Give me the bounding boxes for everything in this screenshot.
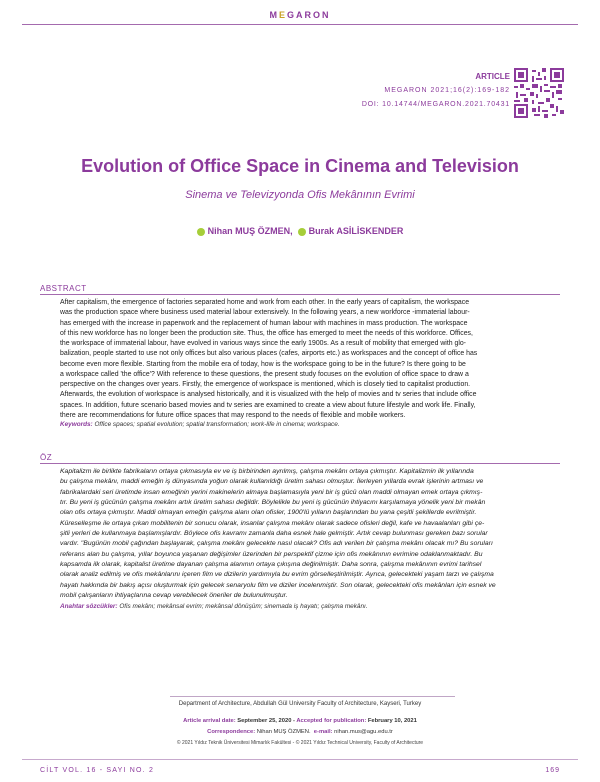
abstract-line: of this new workforce has no longer been the production site. Thus, the office has emerged to meet the needs of this workforce. Offices, — [60, 329, 473, 337]
abstract-line: was the production space where business used material labour extensively. In the following years, a new workforce -immaterial labour- — [60, 309, 470, 317]
affiliation: Department of Architecture, Abdullah Gül University Faculty of Architecture, Kayseri, Turkey — [178, 701, 422, 707]
oz-line: kapsamda ilk olarak, kapitalist üretime dayanan çalışma alanının ortaya çıkışına değinilmiştir. Daha sonra, çalışma mekânının evrimi tarihsel — [60, 561, 482, 569]
oz-body — [60, 467, 560, 601]
abstract-body — [60, 298, 560, 421]
abstract-line: the workspace of immaterial labour, have evolved in various ways since the early 1900s. As a result of mobility that emerged with glo- — [60, 340, 466, 347]
citation: MEGARON 2021;16(2):169-182 — [384, 87, 510, 94]
copyright: © 2021 Yıldız Teknik Üniversitesi Mimarlık Fakültesi - © 2021 Yıldız Technical University, Faculty of Architecture — [176, 740, 424, 746]
abstract-line: After capitalism, the emergence of factories separated home and work from each other. In the early years of capitalism, the workspace — [60, 299, 470, 306]
keywords: Keywords: Office spaces; spatial evolution; spatial transformation; work-life in cinema; workspace. — [60, 421, 340, 428]
page-footer-rule — [22, 759, 578, 760]
oz-line: olan ofis ortaya çıkmıştır. Maddi olmayan emeğin çalışma alanı olan ofisler, 1900'lü yılların başlarından bu yana çeşitli şekillerde evrilmiştir. — [60, 509, 477, 517]
volume-info: CİLT VOL. 16 - SAYI NO. 2 — [40, 767, 155, 774]
oz-rule — [40, 463, 560, 464]
abstract-line: spaces. In addition, future scenario based movies and tv series are examined to create a view about future lifestyle and work life. Finally, — [60, 401, 476, 409]
oz-line: tır. Bu yeni iş gücünün çalışma mekânı artık üretim sahası değildir. Böylelikle bu yeni iş gücünün ihtiyacını karşılamaya yönelik yeni bir mekân — [60, 499, 486, 507]
oz-line: fabrikalardaki seri üretimde insan emeğinin yerini makinelerin almaya başlamasıyla yeni bir iş gücü olan maddi olmayan emek ortaya çıkmış- — [60, 488, 483, 496]
abstract-rule — [40, 294, 560, 295]
author-name: Burak ASİLİSKENDER — [308, 226, 404, 236]
oz-heading: ÖZ — [40, 453, 53, 462]
oz-line: şitli yerleri de kullanmaya başlamışlardır. Böylece ofis kavramı zamanla daha esnek hale gelmiştir. Artık cevap bulunması gereken bazı sorular — [60, 530, 488, 538]
article-title: Evolution of Office Space in Cinema and Television — [81, 156, 519, 176]
oz-line: bu çalışma mekânı, maddi emeğin iş dünyasında yoğun olarak kullanıldığı üretim sahası olmuştur. İlerleyen yıllarda evrak işlerinin artması ve — [60, 478, 484, 486]
oz-line: mobil çalışanların ihtiyaçlarına cevap verebilecek öneriler de bulunulmuştur. — [60, 592, 288, 600]
abstract-heading: ABSTRACT — [40, 284, 87, 293]
abstract-line: there are recommendations for future office spaces that may respond to the needs of flexible and mobile workers. — [60, 411, 406, 419]
journal-name: MEGARON — [269, 10, 331, 20]
email-link[interactable]: nihan.mus@agu.edu.tr — [332, 729, 393, 735]
orcid-icon[interactable] — [298, 228, 306, 236]
abstract-line: perspective on the changes over years. Firstly, the emergence of workspace is mentioned, which is closely tied to capitalist production. — [60, 381, 471, 388]
oz-line: Kapitalizm ile birlikte fabrikaların ortaya çıkmasıyla ev ve iş birbirinden ayrılmış, çalışma mekânı ortaya çıkmıştır. Kapitalizmin ilk yıllarında — [60, 468, 474, 475]
page-number: 169 — [545, 767, 560, 774]
oz-line: hayatı hakkında bir bakış açısı oluşturmak için gelecek senaryolu film ve diziler incelenmiştir. Son olarak, gelecekteki ofis mekânları için esnek ve — [60, 581, 496, 589]
abstract-line: has emerged with the increase in paperwork and the replacement of human labour with machines in mass production. The workspace — [60, 319, 468, 327]
article-subtitle: Sinema ve Televizyonda Ofis Mekânının Evrimi — [185, 189, 415, 201]
oz-line: Küreselleşme ile ortaya çıkan mobilitenin bir sonucu olarak, insanlar çalışma mekânı olarak sadece ofisleri değil, kafe ve havaalanları gibi çe- — [60, 519, 485, 527]
author-list — [0, 226, 600, 236]
article-dates: Article arrival date: September 25, 2020 - Accepted for publication: February 10, 2021 — [183, 718, 417, 724]
header-rule — [22, 24, 578, 25]
oz-keywords: Anahtar sözcükler: Ofis mekânı; mekânsal evrim; mekânsal dönüşüm; sinemada iş hayatı; çalışma mekânı. — [60, 603, 368, 610]
qr-code-icon — [514, 68, 564, 118]
abstract-line: a workspace called 'the office'? With reference to these questions, the present study focuses on the evolution of office space to draw a — [60, 370, 469, 378]
abstract-line: balization, people started to use not only offices but also various places (cafes, airports etc.) as workspaces and the concept of office has — [60, 350, 478, 358]
author-name: Nihan MUŞ ÖZMEN, — [207, 226, 293, 236]
abstract-line: become even more flexible. Starting from the mobile era of today, how is the workspace going to be in the future? Is there going to be — [60, 360, 466, 368]
doi-link[interactable]: DOI: 10.14744/MEGARON.2021.70431 — [361, 101, 510, 108]
correspondence: Correspondence: Nihan MUŞ ÖZMEN. e-mail: nihan.mus@agu.edu.tr — [207, 729, 393, 735]
oz-line: vardır. "Bugünün mobil çağından başlayarak, çalışma mekânı gelecekte nasıl olacak? Ofis adı verilen bir çalışma mekânı olacak mı? Bu soruları — [60, 540, 493, 548]
oz-line: referans alan bu çalışma, yıllar boyunca yaşanan değişimler üzerinden bir perspektif çizme için ofis mekânının evrimine odaklanmaktadır. Bu — [60, 550, 483, 558]
abstract-line: Afterwards, the evolution of workspace is analysed historically, and it is visualized with the help of movies and tv series that include office — [60, 391, 477, 399]
footer-divider — [170, 696, 455, 697]
orcid-icon[interactable] — [197, 228, 205, 236]
oz-line: olarak analiz edilmiş ve ofis mekânlarını içeren film ve dizilerin yardımıyla bu evrim görselleştirilmiştir. Ayrıca, gelecekteki yaşam tarzı ve çalışma — [60, 571, 494, 579]
article-type-label: ARTICLE — [475, 72, 510, 81]
